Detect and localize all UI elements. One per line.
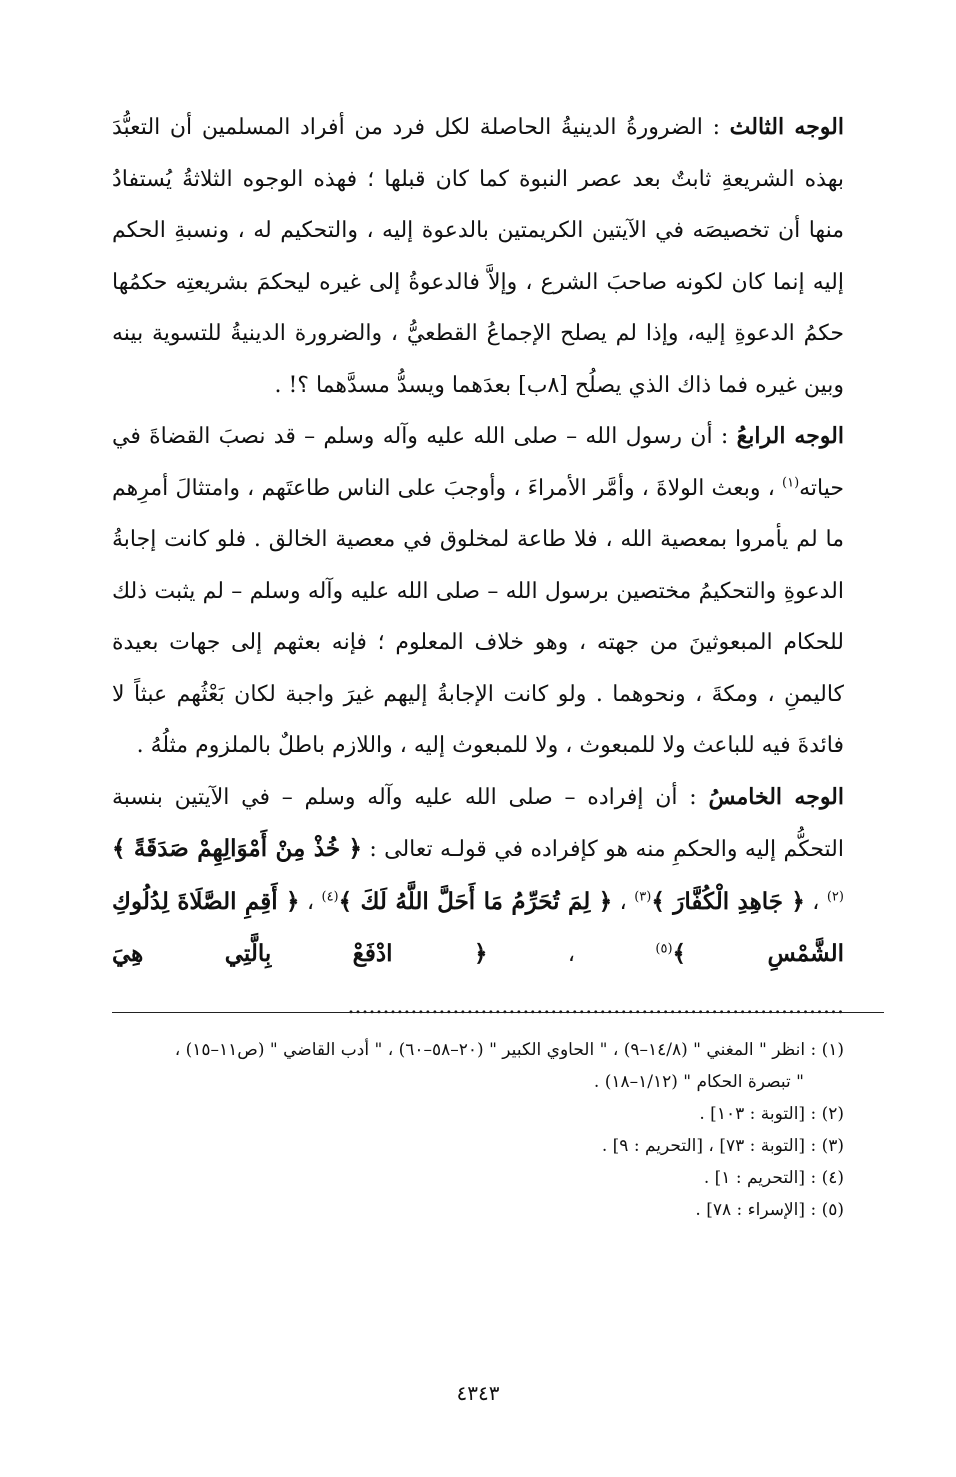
footnote-ref-3[interactable]: (٣)	[634, 889, 652, 905]
footnote-ref-1[interactable]: (١)	[782, 475, 800, 491]
main-text	[112, 102, 844, 1032]
footnote-number: (١) :	[810, 1040, 844, 1060]
page-number: ٤٣٤٣	[456, 1381, 500, 1405]
paragraph-text: : أن رسول الله – صلى الله عليه وآله وسلم – قد نصبَ القضاةَ في حياته	[112, 424, 844, 501]
paragraph-third-aspect	[112, 102, 844, 411]
footnote-1-continuation: " تبصرة الحكام " (١/١٢–١٨) .	[593, 1072, 804, 1092]
paragraph-heading: الوجه الثالث	[729, 114, 844, 140]
paragraph-text: : الضرورةُ الدينيةُ الحاصلة لكل فرد من أفراد المسلمين أن التعبُّدَ بهذه الشريعةِ ثابتٌ بعد عصر النبوة كما كان قبلها ؛ فهذه الوجوه الثلاثةُ يُستفادُ منها أن تخصيصَه في الآيتين الكريمتين بالدعوة إليه ، والتحكيم له ، ونسبةِ الحكم إليه إنما كان لكونه صاحبَ الشرع ، وإلاَّ فالدعوةُ إلى غيره ليحكمَ بشريعتِه حكمُها حكمُ الدعوةِ إليه، وإذا لم يصلح الإجماعُ القطعيُّ ، والضرورة الدينيةُ للتسوية بينه وبين غيره فما ذاك الذي يصلُح [٨ب] بعدَهما ويسدُّ مسدَّهما ؟! .	[112, 115, 844, 398]
footnote-2	[112, 1098, 844, 1130]
separator: ،	[487, 942, 656, 967]
paragraph-heading: الوجه الخامسُ	[708, 783, 845, 810]
footnote-number: (٥) :	[810, 1200, 844, 1220]
paragraph-text: : أن إفراده – صلى الله عليه وآله وسلم – في الآيتين بنسبة التحكُّم إليه والحكمِ منه هو كإفراده في قولـه تعالى :	[112, 784, 844, 862]
paragraph-text: ، وبعث الولاةَ ، وأمَّر الأمراءَ ، وأوجبَ على الناس طاعتَهم ، وامتثالَ أمرِهم ما لم يأمروا بمعصية الله ، فلا طاعة لمخلوق في معصية الخالق . فلو كانت إجابةُ الدعوةِ والتحكيمُ مختصين برسول الله – صلى الله عليه وآله وسلم – لم يثبت ذلك للحكام المبعوثينَ من جهته ، وهو خلاف المعلوم ؛ فإنه بعثهم إلى جهات بعيدة كاليمنِ ، ومكةَ ، ونحوهما . ولو كانت الإجابةُ إليهم غيرَ واجبة لكان بَعْثُهم عبثاً لا فائدةَ فيه للباعث ولا للمبعوث ، ولا للمبعوث إليه ، واللازم باطلٌ بالملزوم مثلُهُ .	[112, 475, 844, 758]
footnote-ref-4[interactable]: (٤)	[321, 889, 339, 905]
footnote-1	[112, 1034, 844, 1066]
footnote-text: [التوبة : ٧٣] ، [التحريم : ٩] .	[601, 1136, 811, 1156]
footnote-text: [الإسراء : ٧٨] .	[695, 1200, 811, 1220]
quran-verse-3: ﴿ لِمَ تُحَرِّمُ مَا أَحَلَّ اللَّهُ لَكَ ﴾	[338, 887, 613, 915]
footnotes	[112, 1034, 844, 1226]
footnote-text: [التوبة : ١٠٣] .	[699, 1104, 811, 1124]
paragraph-fifth-aspect	[112, 772, 844, 1033]
footnote-number: (٢) :	[810, 1104, 844, 1124]
quran-verse-1: ﴿ خُذْ مِنْ أَمْوَالِهِمْ صَدَقَةً ﴾	[112, 835, 362, 862]
footnote-number: (٤) :	[810, 1168, 844, 1188]
footnote-separator	[112, 1012, 884, 1013]
quran-verse-4: ﴿ أَقِمِ الصَّلَاةَ لِدُلُوكِ الشَّمْسِ ﴾	[112, 887, 844, 967]
ellipsis-dots: .......................................................................	[347, 993, 844, 1019]
quran-verse-5: ﴿ ادْفَعْ بِالَّتِي هِيَ	[112, 940, 488, 967]
separator: ،	[804, 889, 827, 915]
paragraph-heading: الوجه الرابعُ	[736, 423, 844, 449]
footnote-3	[112, 1130, 844, 1162]
footnote-text: [التحريم : ١] .	[703, 1168, 811, 1188]
paragraph-fourth-aspect	[112, 411, 844, 772]
separator: ،	[612, 889, 635, 915]
separator: ،	[299, 889, 322, 915]
quran-verse-2: ﴿ جَاهِدِ الْكُفَّارَ ﴾	[651, 887, 805, 915]
footnote-4	[112, 1162, 844, 1194]
footnote-text: انظر " المغني " (١٤/٨–٩) ، " الحاوي الكبير " (٢٠–٥٨–٦٠) ، " أدب القاضي " (ص١١–١٥) ،	[174, 1040, 811, 1060]
footnote-ref-2[interactable]: (٢)	[826, 889, 844, 905]
footnote-5	[112, 1194, 844, 1226]
footnote-ref-5[interactable]: (٥)	[655, 941, 673, 957]
footnote-number: (٣) :	[810, 1136, 844, 1156]
